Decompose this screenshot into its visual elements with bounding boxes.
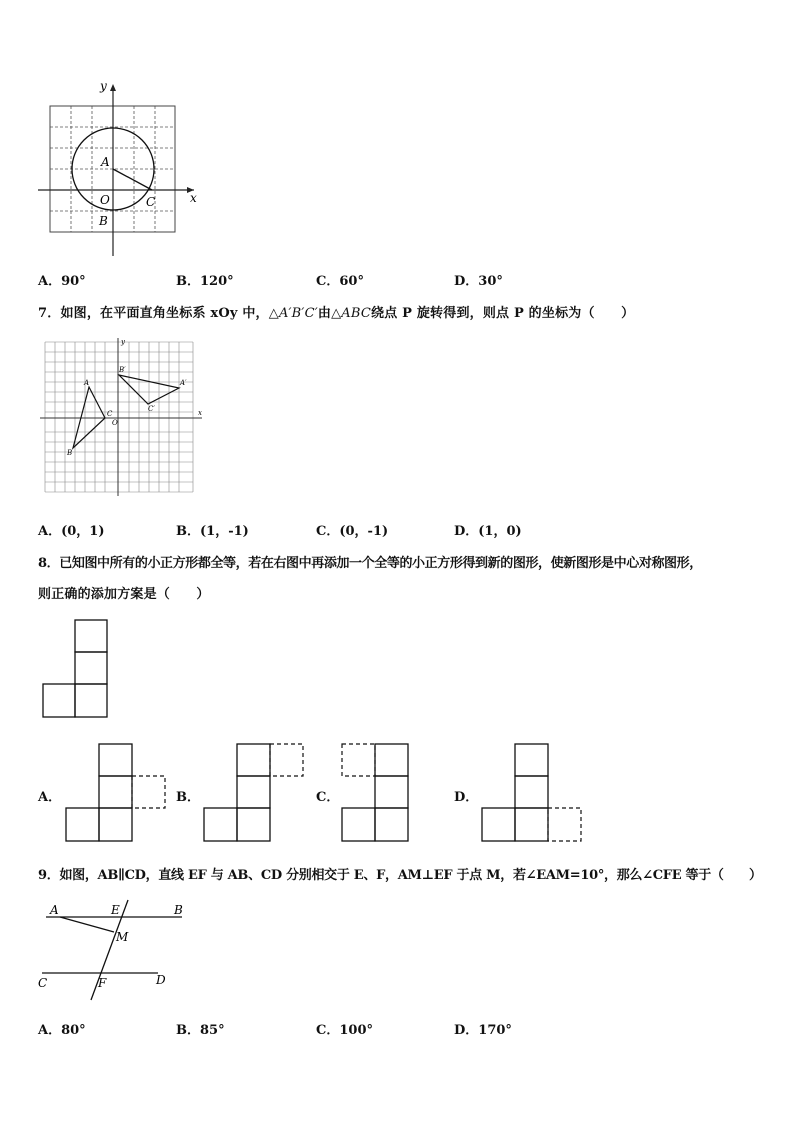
q8-base-square: [75, 684, 107, 717]
q6-segment-ac: [113, 169, 152, 190]
q7-label-o: O: [112, 419, 118, 427]
q9-option-c[interactable]: C．100°: [316, 1023, 373, 1038]
q7-label-b1: B′: [119, 366, 126, 374]
q6-label-b: B: [99, 214, 108, 228]
q8-base-square: [75, 652, 107, 684]
q7-label-x: x: [198, 409, 202, 417]
q9-option-a[interactable]: A．80°: [38, 1023, 86, 1038]
q6-label-c: C: [146, 195, 156, 209]
q7-option-b[interactable]: B．(1，-1): [176, 524, 249, 539]
q6-label-y: y: [100, 79, 107, 93]
q7-option-a[interactable]: A．(0，1): [38, 524, 105, 539]
q9-option-d[interactable]: D．170°: [454, 1023, 512, 1038]
q7-stem: 7．如图，在平面直角坐标系 xOy 中，△A′B′C′由△ABC绕点 P 旋转得到，则点 P 的坐标为（ ）: [38, 306, 635, 321]
q6-y-arrow: [110, 84, 116, 91]
q7-label-a1: A′: [180, 379, 187, 387]
q8-stem-line2: 则正确的添加方案是（ ）: [38, 587, 210, 602]
q8-option-d-figure[interactable]: [480, 742, 590, 846]
q8-option-b-figure[interactable]: [202, 742, 312, 846]
q6-option-c[interactable]: C．60°: [316, 274, 364, 289]
q8-option-b-added-square: [270, 744, 303, 776]
q8-option-a[interactable]: A．: [38, 790, 62, 805]
q7-label-a: A: [84, 379, 90, 387]
q9-label-b: B: [174, 903, 183, 917]
q7-number: 7．: [38, 306, 61, 321]
q7-label-c1: C′: [148, 405, 155, 413]
q8-option-a-figure[interactable]: [64, 742, 174, 846]
q7-grid: [45, 342, 193, 492]
q7-label-y: y: [121, 338, 125, 346]
q6-option-a[interactable]: A．90°: [38, 274, 86, 289]
q8-stem-line1: 8．已知图中所有的小正方形都全等，若在右图中再添加一个全等的小正方形得到新的图形，使新图形是中心对称图形，: [38, 556, 702, 571]
q9-label-a: A: [50, 903, 59, 917]
q7-label-c: C: [107, 410, 113, 418]
q8-option-d[interactable]: D．: [454, 790, 479, 805]
q9-label-c: C: [38, 976, 48, 990]
q8-option-d-added-square: [548, 808, 581, 841]
q8-option-a-added-square: [132, 776, 165, 808]
q8-option-b[interactable]: B．: [176, 790, 200, 805]
q7-option-c[interactable]: C．(0，-1): [316, 524, 389, 539]
q8-base-figure: [40, 618, 112, 722]
q8-base-square: [43, 684, 75, 717]
q9-label-e: E: [111, 903, 120, 917]
q9-figure: [36, 898, 196, 1002]
q8-option-c-added-square: [342, 744, 375, 776]
q9-label-f: F: [98, 976, 107, 990]
q9-label-m: M: [116, 930, 129, 944]
q7-label-b: B: [67, 449, 73, 457]
q6-label-x: x: [190, 191, 197, 205]
q9-stem: 9．如图，AB∥CD，直线 EF 与 AB、CD 分别相交于 E、F，AM⊥EF 于点 M，若∠EAM=10°，那么∠CFE 等于（ ）: [38, 868, 762, 883]
q7-option-d[interactable]: D．(1，0): [454, 524, 522, 539]
q8-option-c-figure[interactable]: [340, 742, 450, 846]
q8-option-c[interactable]: C．: [316, 790, 340, 805]
q8-base-square: [75, 620, 107, 652]
q6-label-o: O: [100, 193, 110, 207]
q6-label-a: A: [101, 155, 110, 169]
q9-line-ef: [91, 900, 128, 1000]
q9-option-b[interactable]: B．85°: [176, 1023, 225, 1038]
q8-number: 8．: [38, 556, 60, 571]
q6-figure: [36, 80, 206, 260]
q6-option-b[interactable]: B．120°: [176, 274, 234, 289]
q6-option-d[interactable]: D．30°: [454, 274, 503, 289]
q9-label-d: D: [156, 973, 166, 987]
q9-number: 9．: [38, 868, 60, 883]
q9-segment-am: [60, 917, 114, 932]
q7-figure: [40, 336, 210, 500]
